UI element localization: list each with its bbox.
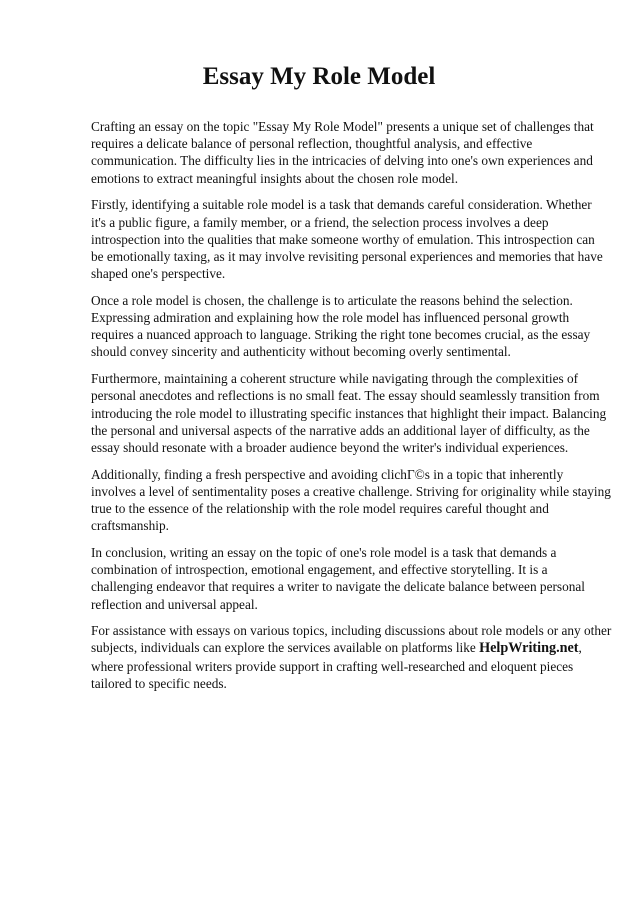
paragraph-line: Expressing admiration and explaining how the role model has influenced personal growth <box>91 310 570 326</box>
paragraph-line: it's a public figure, a family member, or a friend, the selection process involves a deep <box>91 214 549 230</box>
brand-link[interactable]: HelpWriting.net <box>479 640 579 657</box>
closing-line-2-text: subjects, individuals can explore the services available on platforms like <box>91 640 480 656</box>
closing-line-3: where professional writers provide support in crafting well-researched and eloquent pieces <box>91 658 574 674</box>
paragraph-line: involves a level of sentimentality poses a creative challenge. Striving for originality while staying <box>91 483 611 499</box>
paragraph-line: reflection and universal appeal. <box>91 596 258 612</box>
paragraph-line: shaped one's perspective. <box>91 266 226 282</box>
paragraph-line: emotions to extract meaningful insights about the chosen role model. <box>91 170 459 186</box>
paragraph-line: Once a role model is chosen, the challenge is to articulate the reasons behind the selection. <box>91 292 573 308</box>
body-paragraph <box>91 118 599 187</box>
closing-paragraph <box>91 622 612 692</box>
body-paragraph <box>91 196 603 282</box>
body-paragraph <box>91 292 599 361</box>
paragraph-line: essay should resonate with a broader audience beyond the writer's individual experiences. <box>91 439 569 455</box>
closing-line-1: For assistance with essays on various topics, including discussions about role models or any other <box>91 623 612 639</box>
document-body <box>91 118 612 702</box>
paragraph-line: introspection into the qualities that make someone worthy of emulation. This introspection can <box>91 231 595 247</box>
paragraph-list <box>91 118 611 613</box>
paragraph-line: personal anecdotes and reflections is no small feat. The essay should seamlessly transition from <box>91 388 600 404</box>
document-title: Essay My Role Model <box>202 63 436 90</box>
paragraph-line: Additionally, finding a fresh perspective and avoiding clichГ©s in a topic that inherently <box>91 466 564 482</box>
paragraph-line: should convey sincerity and authenticity without becoming overly sentimental. <box>91 344 511 360</box>
paragraph-line: the personal and universal aspects of the narrative adds an additional layer of difficulty, as the <box>91 422 590 438</box>
closing-line-2 <box>91 639 599 657</box>
paragraph-line: communication. The difficulty lies in the intricacies of delving into one's own experiences and <box>91 153 593 169</box>
body-paragraph <box>91 544 599 613</box>
body-paragraph <box>91 466 611 535</box>
paragraph-line: craftsmanship. <box>91 518 169 534</box>
closing-line-4: tailored to specific needs. <box>91 675 227 691</box>
paragraph-line: true to the essence of the relationship with the role model requires careful thought and <box>91 501 549 517</box>
paragraph-line: challenging endeavor that requires a writer to navigate the delicate balance between personal <box>91 579 585 595</box>
paragraph-line: In conclusion, writing an essay on the topic of one's role model is a task that demands a <box>91 544 557 560</box>
paragraph-line: Firstly, identifying a suitable role model is a task that demands careful consideration. Whether <box>91 197 592 213</box>
closing-line-2-end: , <box>578 640 582 656</box>
paragraph-line: Furthermore, maintaining a coherent structure while navigating through the complexities of <box>91 371 579 387</box>
paragraph-line: requires a nuanced approach to language. Striking the right tone becomes crucial, as the essay <box>91 327 591 343</box>
paragraph-line: requires a delicate balance of personal reflection, thoughtful analysis, and effective <box>91 136 533 152</box>
paragraph-line: Crafting an essay on the topic "Essay My Role Model" presents a unique set of challenges that <box>91 119 594 134</box>
body-paragraph <box>91 370 607 456</box>
paragraph-line: combination of introspection, emotional engagement, and effective storytelling. It is a <box>91 562 548 578</box>
paragraph-line: introducing the role model to illustrating specific instances that highlight their impact. Balancing <box>91 405 607 421</box>
paragraph-line: be emotionally taxing, as it may involve revisiting personal experiences and memories that have <box>91 248 603 264</box>
